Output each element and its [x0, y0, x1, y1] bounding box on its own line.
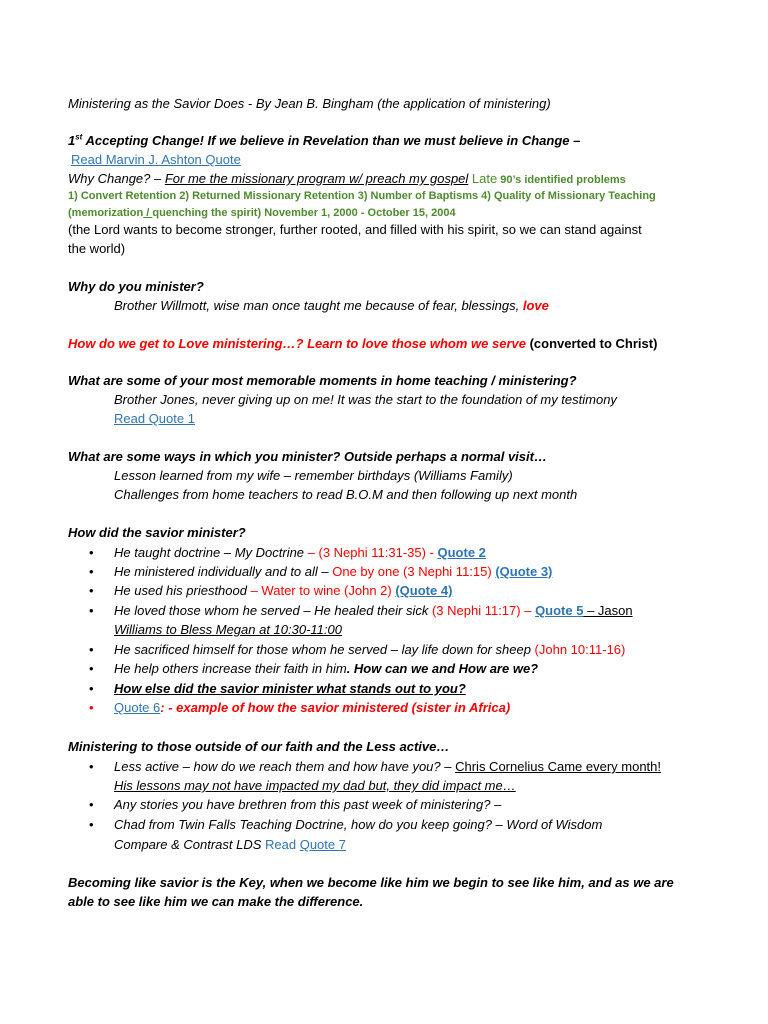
ashton-quote-line [71, 150, 241, 169]
item-text: Less active – how do we reach them and how have you? – [114, 759, 456, 774]
love-ministering-question: How do we get to Love ministering…? Learn to love those whom we serve [68, 336, 526, 351]
problems-list: 1) Convert Retention 2) Returned Missionary Retention 3) Number of Baptisms 4) Quality of Missionary Teaching [68, 190, 656, 202]
document-title: Ministering as the Savior Does - By Jean B. Bingham (the application of ministering) [68, 96, 551, 111]
savior-item-sacrificed [114, 640, 625, 659]
bullet-icon: • [89, 681, 94, 696]
savior-item-stands-out: How else did the savior minister what stands out to you? [114, 681, 466, 696]
item-text: He taught doctrine – My Doctrine [114, 545, 308, 560]
outside-faith-heading: Ministering to those outside of our faith and the Less active… [68, 739, 450, 754]
savior-item-loved [114, 601, 633, 620]
bullet-icon: • [89, 797, 94, 812]
willmott-answer [114, 296, 549, 315]
bullet-icon: • [89, 603, 94, 618]
item-text: He ministered individually and to all – [114, 564, 333, 579]
bullet-icon: • [89, 642, 94, 657]
savior-item-faith [114, 659, 538, 678]
accepting-change-heading [68, 131, 580, 150]
savior-item-doctrine [114, 543, 486, 562]
late-label: Late [471, 171, 498, 186]
problems-memorization: (memorization [68, 207, 144, 219]
quote-3-link[interactable]: (Quote 3) [495, 564, 553, 579]
less-active-item [114, 757, 661, 776]
heading-ordinal: st [75, 132, 83, 142]
problems-separator: / [143, 207, 153, 219]
quote-6-link[interactable]: Quote 6 [114, 700, 161, 715]
ways-question: What are some ways in which you minister? Outside perhaps a normal visit… [68, 449, 547, 464]
bullet-icon: • [89, 661, 94, 676]
brother-jones-answer: Brother Jones, never giving up on me! It was the start to the foundation of my testimony [114, 392, 617, 407]
love-word: love [522, 298, 549, 313]
love-ministering-line [68, 334, 657, 353]
quote-5-link[interactable]: Quote 5 [535, 603, 584, 618]
ashton-quote-link[interactable]: Read Marvin J. Ashton Quote [71, 152, 241, 167]
item-note: Chris Cornelius Came every month! [455, 759, 662, 774]
savior-item-priesthood [114, 581, 452, 600]
item-reference: (John 10:11-16) [534, 642, 626, 657]
chad-item: Chad from Twin Falls Teaching Doctrine, how do you keep going? – Word of Wisdom [114, 817, 603, 832]
willmott-text: Brother Willmott, wise man once taught me because of fear, blessings, [114, 298, 523, 313]
lord-wants-note: (the Lord wants to become stronger, further rooted, and filled with his spirit, so we can stand against [68, 222, 642, 237]
savior-item-individually [114, 562, 552, 581]
bullet-icon: • [89, 759, 94, 774]
why-change-answer: For me the missionary program w/ preach my gospel [164, 171, 469, 186]
item-text: He loved those whom he served – He healed their sick [114, 603, 432, 618]
closing-statement: Becoming like savior is the Key, when we become like him we begin to see like him, and as we are [68, 875, 674, 890]
item-text: He used his priesthood [114, 583, 251, 598]
item-reference: – Water to wine (John 2) [250, 583, 396, 598]
memorable-question: What are some of your most memorable moments in home teaching / ministering? [68, 373, 577, 388]
item-description: : - example of how the savior ministered (sister in Africa) [160, 700, 511, 715]
savior-item-loved-cont: Williams to Bless Megan at 10:30-11:00 [114, 622, 342, 637]
ways-answer-2: Challenges from home teachers to read B.O.M and then following up next month [114, 487, 578, 502]
stories-item: Any stories you have brethren from this past week of ministering? – [114, 797, 502, 812]
less-active-item-cont: His lessons may not have impacted my dad but, they did impact me… [114, 778, 516, 793]
identified-problems-label: 90’s identified problems [497, 174, 626, 186]
item-text: Compare & Contrast LDS [114, 837, 266, 852]
savior-item-quote-6 [114, 698, 510, 717]
problems-date-range: quenching the spirit) November 1, 2000 - October 15, 2004 [152, 207, 456, 219]
read-label: Read [265, 837, 300, 852]
why-change-question: Why Change? – [68, 171, 165, 186]
item-note: – Jason [583, 603, 633, 618]
why-minister-question: Why do you minister? [68, 279, 204, 294]
savior-question: How did the savior minister? [68, 525, 246, 540]
item-reference: – (3 Nephi 11:31-35) - [307, 545, 438, 560]
bullet-icon: • [89, 545, 94, 560]
item-reference: One by one (3 Nephi 11:15) [332, 564, 496, 579]
quote-1-link[interactable]: Read Quote 1 [114, 411, 195, 426]
heading-text: Accepting Change! If we believe in Revelation than we must believe in Change – [82, 133, 581, 148]
bullet-icon: • [89, 583, 94, 598]
bullet-icon: • [89, 700, 94, 715]
item-text: He sacrificed himself for those whom he served – lay life down for sheep [114, 642, 535, 657]
ways-answer-1: Lesson learned from my wife – remember birthdays (Williams Family) [114, 468, 513, 483]
bullet-icon: • [89, 817, 94, 832]
item-reference: (3 Nephi 11:17) – [431, 603, 536, 618]
quote-1-line [114, 409, 195, 428]
closing-statement-cont: able to see like him we can make the difference. [68, 894, 364, 909]
quote-2-link[interactable]: Quote 2 [437, 545, 486, 560]
converted-note: (converted to Christ) [525, 336, 658, 351]
item-text: He help others increase their faith in him [114, 661, 347, 676]
bullet-icon: • [89, 564, 94, 579]
quote-7-link[interactable]: Quote 7 [299, 837, 346, 852]
quote-4-link[interactable]: (Quote 4) [395, 583, 453, 598]
lord-wants-note-cont: the world) [68, 241, 126, 256]
item-question: . How can we and How are we? [346, 661, 539, 676]
chad-item-cont [114, 835, 346, 854]
heading-number: 1 [68, 133, 76, 148]
